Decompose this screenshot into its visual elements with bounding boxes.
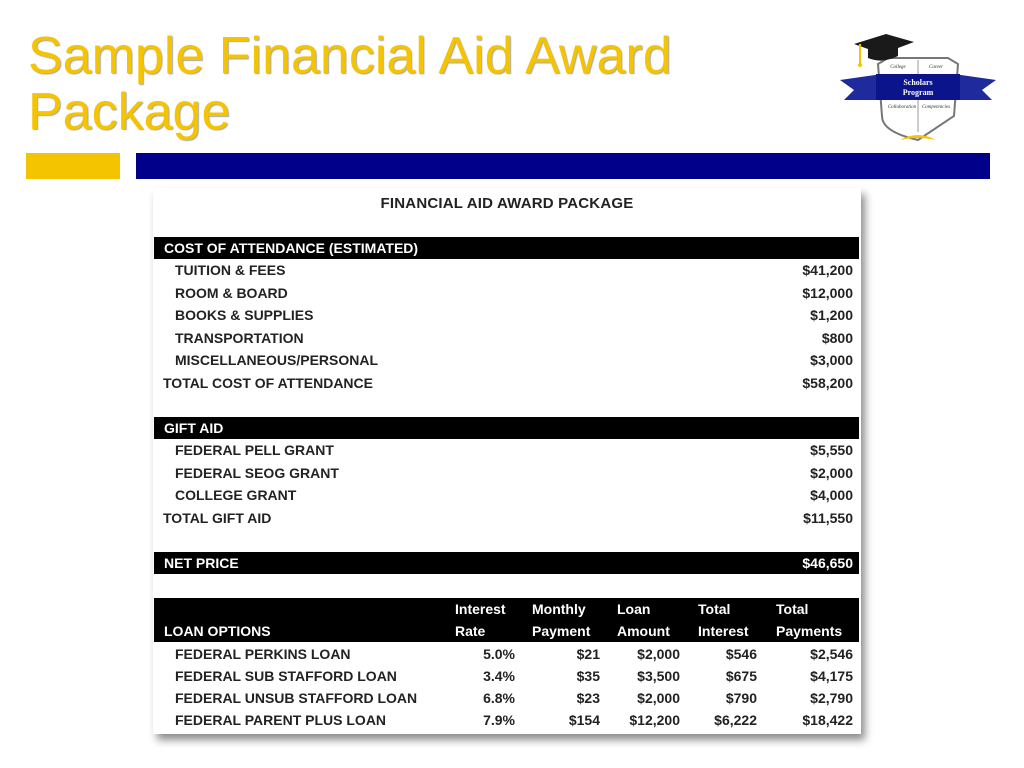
gift-value: $5,550 — [810, 442, 853, 458]
loan-amount: $2,000 — [637, 690, 680, 706]
cost-total-label: TOTAL COST OF ATTENDANCE — [163, 375, 373, 391]
cost-total-value: $58,200 — [802, 375, 853, 391]
loan-name: FEDERAL UNSUB STAFFORD LOAN — [175, 690, 418, 706]
loan-payments: $2,790 — [810, 690, 853, 706]
award-package-sheet — [153, 188, 861, 734]
loan-monthly: $21 — [576, 646, 600, 662]
loan-header-interest: Interest — [698, 623, 749, 639]
loan-payments: $2,546 — [810, 646, 853, 662]
gift-total-row — [153, 507, 861, 529]
cost-value: $3,000 — [810, 352, 853, 368]
banner-line2: Program — [902, 88, 934, 97]
gift-section-header — [154, 417, 859, 439]
loan-amount: $3,500 — [637, 668, 680, 684]
loan-interest: $790 — [725, 690, 757, 706]
loan-header-monthly: Payment — [532, 623, 591, 639]
loan-header-amount: Amount — [617, 623, 670, 639]
svg-text:College: College — [890, 65, 906, 70]
gift-label: COLLEGE GRANT — [175, 487, 297, 503]
gift-value: $4,000 — [810, 487, 853, 503]
loan-row — [153, 665, 861, 687]
loan-header-monthly: Monthly — [532, 601, 586, 617]
loan-rate: 7.9% — [483, 712, 515, 728]
gift-row — [153, 462, 861, 484]
loan-header-rate: Rate — [455, 623, 486, 639]
cost-label: TUITION & FEES — [175, 262, 286, 278]
cost-label: MISCELLANEOUS/PERSONAL — [175, 352, 379, 368]
loan-row — [153, 709, 861, 731]
slide-title-line1: Sample Financial Aid Award — [28, 27, 672, 85]
loan-rate: 5.0% — [483, 646, 515, 662]
cost-label: ROOM & BOARD — [175, 285, 288, 301]
gift-row — [153, 439, 861, 461]
loan-monthly: $35 — [576, 668, 600, 684]
cost-label: BOOKS & SUPPLIES — [175, 307, 314, 323]
cost-label: TRANSPORTATION — [175, 330, 304, 346]
net-price-label: NET PRICE — [164, 555, 239, 571]
cost-value: $12,000 — [802, 285, 853, 301]
loan-header-payments: Payments — [776, 623, 843, 639]
cost-row — [153, 259, 861, 281]
loan-amount: $2,000 — [637, 646, 680, 662]
loan-name: FEDERAL PARENT PLUS LOAN — [175, 712, 387, 728]
gift-label: FEDERAL PELL GRANT — [175, 442, 334, 458]
cost-value: $800 — [821, 330, 853, 346]
net-price-row — [154, 552, 859, 574]
loan-header-interest: Total — [698, 601, 731, 617]
loan-header-payments: Total — [776, 601, 809, 617]
loan-rate: 3.4% — [483, 668, 515, 684]
sheet-title: FINANCIAL AID AWARD PACKAGE — [380, 195, 634, 212]
loan-amount: $12,200 — [629, 712, 680, 728]
loan-row — [153, 643, 861, 665]
loan-header-rate: Interest — [455, 601, 506, 617]
gift-label: FEDERAL SEOG GRANT — [175, 465, 339, 481]
loan-interest: $675 — [725, 668, 757, 684]
loan-row — [153, 687, 861, 709]
loan-monthly: $23 — [576, 690, 600, 706]
net-price-value: $46,650 — [802, 555, 853, 571]
gift-total-label: TOTAL GIFT AID — [163, 510, 272, 526]
gift-row — [153, 484, 861, 506]
svg-text:Career: Career — [929, 65, 943, 70]
slide-title-line2: Package — [28, 83, 231, 141]
gift-header-label: GIFT AID — [164, 420, 224, 436]
navy-accent-bar — [136, 153, 990, 179]
scholars-program-logo — [836, 28, 1000, 148]
cost-value: $41,200 — [802, 262, 853, 278]
loan-header-amount: Loan — [617, 601, 651, 617]
loan-interest: $6,222 — [714, 712, 757, 728]
svg-text:Collaboration: Collaboration — [887, 105, 917, 110]
loan-name: FEDERAL SUB STAFFORD LOAN — [175, 668, 397, 684]
cost-row — [153, 327, 861, 349]
gold-accent-bar — [26, 153, 120, 179]
loan-payments: $18,422 — [802, 712, 853, 728]
loan-rate: 6.8% — [483, 690, 515, 706]
cost-section-header — [154, 237, 859, 259]
cost-header-label: COST OF ATTENDANCE (ESTIMATED) — [164, 240, 419, 256]
gift-total-value: $11,550 — [803, 510, 853, 526]
loan-interest: $546 — [725, 646, 757, 662]
cost-value: $1,200 — [810, 307, 853, 323]
svg-text:Competencies: Competencies — [921, 105, 951, 110]
loan-monthly: $154 — [568, 712, 600, 728]
loan-options-header — [154, 598, 859, 642]
gift-value: $2,000 — [810, 465, 853, 481]
banner-line1: Scholars — [903, 78, 933, 87]
loan-header-name: LOAN OPTIONS — [164, 623, 271, 639]
cost-row — [153, 304, 861, 326]
cost-row — [153, 282, 861, 304]
loan-name: FEDERAL PERKINS LOAN — [175, 646, 351, 662]
loan-payments: $4,175 — [810, 668, 853, 684]
slide-title — [28, 28, 672, 140]
cost-row — [153, 349, 861, 371]
cost-total-row — [153, 372, 861, 394]
